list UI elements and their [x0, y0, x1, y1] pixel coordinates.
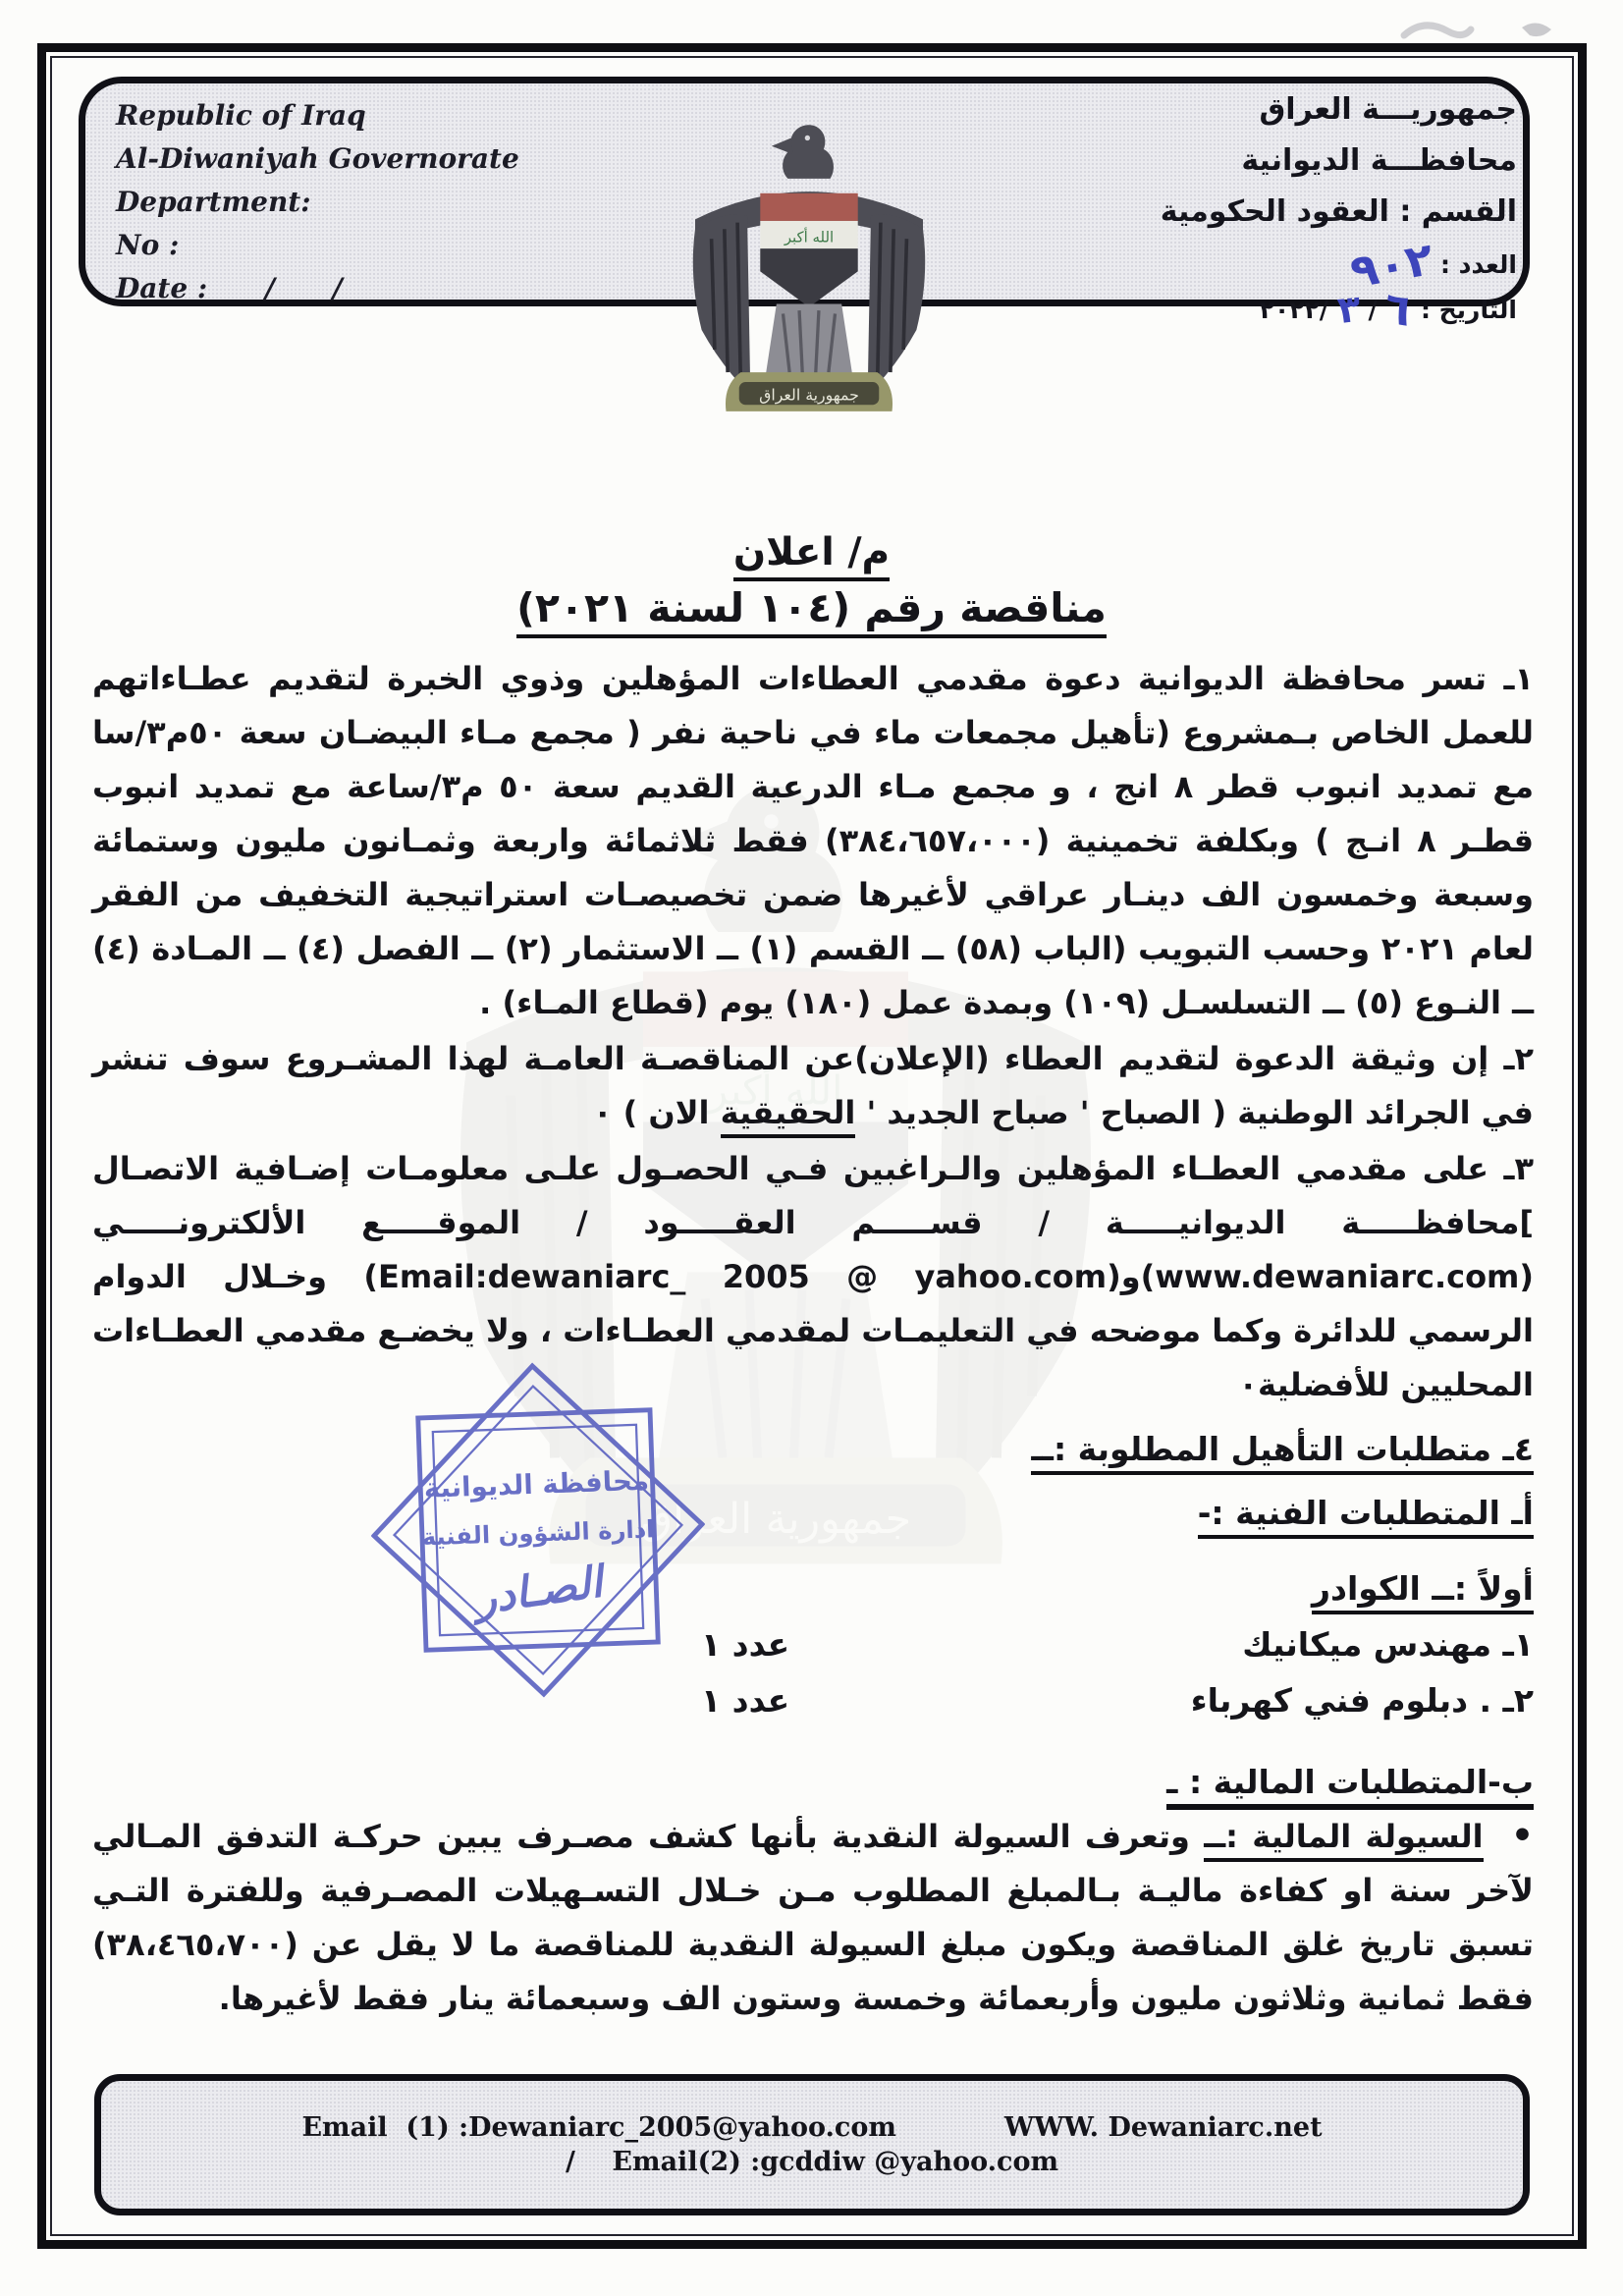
stamp-signature-text: الصـادر: [471, 1557, 606, 1624]
cadre-title: ١ـ مهندس ميكانيك: [1242, 1625, 1534, 1664]
liquidity-text: وتعرف السيولة النقدية بأنها كشف مصـرف يبين حركـة التدفق المـالي لآخر سنة او كفاءة ماليـة بـالمبلغ المطلوب مـن خـلال التسـهيلات المصـرفية وللفترة التـي تسبق تاريخ غلق المناقصة ويكون مبلغ السيولة النقدية للمناقصة ما لا يقل عن (٣٨،٤٦٥،٧٠٠) فقط ثمانية وثلاثون مليون وأربعمائة وخمسة وستون الف وسبعمائة ينار فقط لأغيرها.: [92, 1818, 1534, 2017]
cadre-title: ٢ـ . دبلوم فني كهرباء: [1190, 1681, 1534, 1720]
qualification-requirements-heading: ٤ـ متطلبات التأهيل المطلوبة :ــ: [92, 1422, 1534, 1476]
official-stamp: [365, 1351, 711, 1709]
document-title: [0, 530, 1623, 631]
financial-liquidity-paragraph: [92, 1809, 1534, 2026]
footer-contact-box: [94, 2074, 1530, 2215]
letterhead-section-ar: القسم : العقود الحكومية: [1160, 194, 1517, 229]
cadre-count: عدد ١: [701, 1681, 790, 1720]
financial-requirements-heading: ب-المتطلبات المالية : ـ: [92, 1755, 1534, 1809]
document-body: [92, 652, 1534, 2028]
footer-email-1: Email (1) :Dewaniarc_2005@yahoo.com: [301, 2112, 896, 2143]
technical-requirements-heading: أـ المتطلبات الفنية :-: [92, 1486, 1534, 1540]
footer-email-2: / Email(2) :gcddiw @yahoo.com: [565, 2147, 1059, 2177]
paragraph-3: ٣ـ على مقدمي العطـاء المؤهلين والـراغبين فـي الحصـول علـى معلومـات إضـافية الاتصـال ]محافظـــــة الديوانيـــــة / قســـــم العقـــــود / الموقـــــع الألكترونـــــي (www.dewaniarc.com)و(Email:dewaniarc_ 2005 @ yahoo.com) وخـلال الدوام الرسمي للدائرة وكما موضحه في التعليمـات لمقدمي العطـاءات ، ولا يخضـع مقدمي العطـاءات المحليين للأفضلية٠: [92, 1150, 1535, 1403]
letterhead-english: [116, 94, 519, 310]
handwritten-document-number: ٩٠٢: [1346, 231, 1437, 299]
newspaper-name-underlined: الحقيقية: [721, 1094, 856, 1138]
paragraph-1: ١ـ تسر محافظة الديوانية دعوة مقدمي العطاءات المؤهلين وذوي الخبرة لتقديم عطـاءاتهم للعمل الخاص بـمشروع (تأهيل مجمعات ماء في ناحية نفر ( مجمع مـاء البيضـان سعة ٥٠م٣/سا مع تمديد انبوب قطر ٨ انج ، و مجمع مـاء الدرعية القديم سعة ٥٠ م٣/ساعة مع تمديد انبوب قطـر ٨ انـج ) وبكلفة تخمينية (٣٨٤،٦٥٧،٠٠٠) فقط ثلاثمائة واربعة وثمـانون مليون وستمائة وسبعة وخمسون الف دينـار عراقي لأغيرها ضمن تخصيصـات استراتيجية التخفيف من الفقر لعام ٢٠٢١ وحسب التبويب (الباب (٥٨) ــ القسم (١) ــ الاستثمار (٢) ــ الفصل (٤) ــ المـادة (٤) ــ النـوع (٥) ــ التسلسـل (١٠٩) وبمدة عمل (١٨٠) يوم (قطاع المـاء) .: [92, 660, 1535, 1021]
document-date-line: [1021, 282, 1517, 337]
iraq-coat-of-arms: [640, 102, 978, 444]
announcement-title: م/ اعلان: [733, 530, 890, 581]
letterhead-governorate-en: Al-Diwaniyah Governorate: [116, 142, 519, 175]
stamp-directorate-text: ادارة الشؤون الفنية: [421, 1514, 655, 1552]
stamp-governorate-text: محافظة الديوانية: [423, 1464, 650, 1504]
cadre-row-electrical-technician: [92, 1673, 1534, 1727]
cadres-heading: أولاً :ــ الكوادر: [92, 1561, 1534, 1615]
letterhead-arabic: [1021, 84, 1517, 337]
handwritten-date-month: ٣: [1334, 286, 1363, 333]
letterhead-department-label-en: Department:: [116, 186, 311, 218]
bullet-icon: •: [1511, 1816, 1535, 1856]
document-number-line: [1021, 231, 1517, 299]
paragraph-2-tail: الان ) ٠: [592, 1094, 721, 1131]
handwritten-date-day: ٦: [1380, 282, 1416, 337]
paragraph-2: [92, 1032, 1534, 1140]
cadre-row-mechanical-engineer: [92, 1617, 1534, 1671]
letterhead-date-label-en: Date : / /: [116, 272, 343, 304]
cadre-count: عدد ١: [701, 1625, 790, 1664]
footer-line-1: [301, 2112, 1322, 2143]
tender-number-title: مناقصة رقم (١٠٤ لسنة ٢٠٢١): [516, 584, 1107, 638]
date-separator: /: [1368, 296, 1378, 324]
date-label: التاريخ :: [1420, 296, 1517, 324]
number-label: العدد :: [1439, 250, 1517, 279]
paragraph-2-text: ٢ـ إن وثيقة الدعوة لتقديم العطاء (الإعلان)عن المناقصـة العامـة لهذا المشـروع سوف تنشر في الجرائد الوطنية ( الصباح ' صباح الجديد ': [92, 1040, 1534, 1131]
liquidity-term-underlined: السيولة المالية :ــ: [1204, 1818, 1483, 1862]
letterhead-governorate-ar: محافظـــة الديوانية: [1241, 143, 1517, 178]
letterhead-country-ar: جمهوريـــة العراق: [1259, 92, 1517, 127]
letterhead-country-en: Republic of Iraq: [116, 99, 366, 132]
letterhead-number-label-en: No :: [116, 229, 180, 261]
footer-website: WWW. Dewaniarc.net: [1003, 2112, 1323, 2143]
date-year: /٢٠٢٢: [1259, 296, 1328, 324]
scan-smudge: [1394, 6, 1591, 55]
